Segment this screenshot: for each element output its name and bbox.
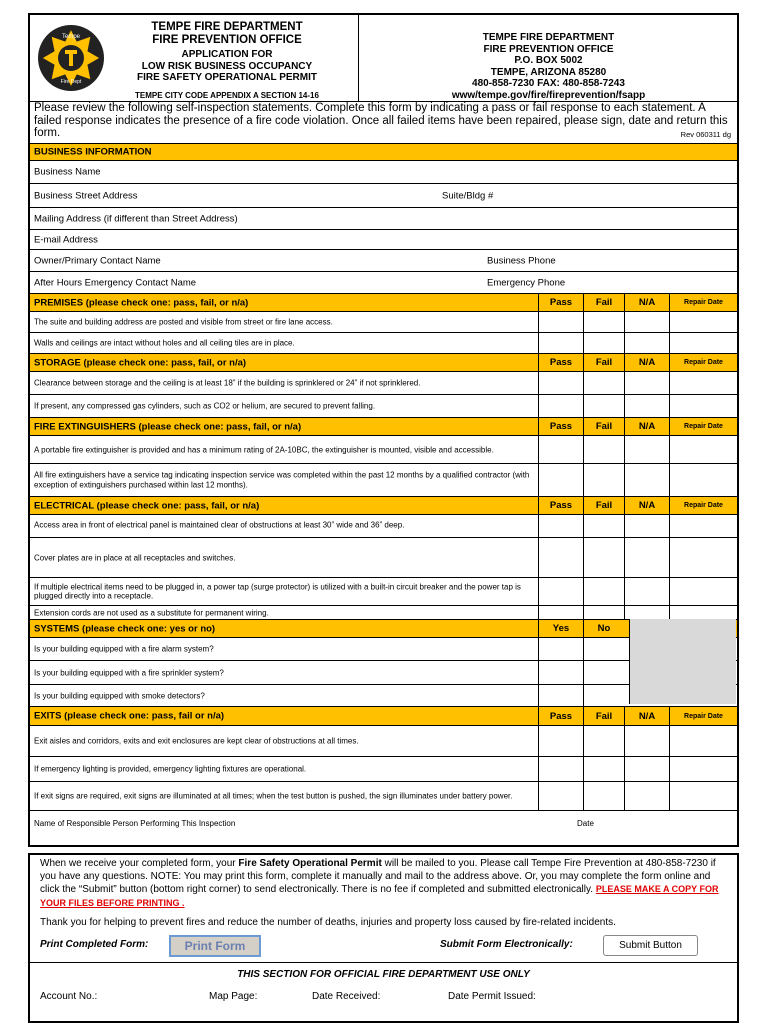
na-box[interactable]: [624, 606, 669, 619]
header-sub-line: APPLICATION FOR: [181, 49, 273, 60]
field-label: Mailing Address (if different than Street Address): [34, 213, 238, 224]
item-text: If multiple electrical items need to be plugged in, a power tap (surge protector) is utilized with a built-in circuit breaker and the power tap is plugged directly into a receptacle.: [34, 582, 521, 601]
repair-date-box[interactable]: [669, 606, 737, 619]
fail-box[interactable]: [583, 312, 624, 332]
fail-box[interactable]: [583, 372, 624, 394]
inspection-form: [28, 13, 739, 847]
header-divider: [358, 15, 359, 101]
unused-grey-area: [629, 619, 736, 704]
fail-box[interactable]: [583, 726, 624, 756]
fail-box[interactable]: [583, 606, 624, 619]
address-line: P.O. BOX 5002: [514, 55, 583, 66]
item-text: Walls and ceilings are intact without holes and all ceiling tiles are in place.: [34, 338, 295, 348]
address-line: www/tempe.gov/fire/fireprevention/fsapp: [451, 89, 646, 101]
item-text: If present, any compressed gas cylinders, such as CO2 or helium, are secured to prevent falling.: [34, 401, 376, 411]
yes-box[interactable]: [538, 638, 583, 660]
col-repair-label: Repair Date: [684, 423, 723, 430]
repair-date-box[interactable]: [669, 333, 737, 353]
na-box[interactable]: [624, 436, 669, 463]
col-repair: [669, 707, 737, 725]
no-box[interactable]: [583, 638, 624, 660]
na-box[interactable]: [624, 312, 669, 332]
col-fail: Fail: [583, 497, 624, 514]
submit-button[interactable]: Submit Button: [603, 935, 698, 956]
na-box[interactable]: [624, 757, 669, 781]
na-box[interactable]: [624, 395, 669, 417]
col-na: N/A: [624, 354, 669, 371]
pass-box[interactable]: [538, 726, 583, 756]
instructions-b: will be mailed to you. Please call Tempe Fire Prevention at 480-858-7230 if you have any questions. NOTE: You may print this form, complete it manually and mail to the address above. Or, you may complete the form online and click the “Submit” button (bottom right corner) to send electronically. There is no fee if completed and submitted electronically.: [40, 858, 716, 895]
after-hours-field[interactable]: [30, 272, 737, 294]
checklist-row: [30, 538, 737, 578]
field-label: After Hours Emergency Contact Name: [34, 277, 197, 288]
item-text: Clearance between storage and the ceiling is at least 18” if the building is sprinklered or 24” if not sprinklered.: [34, 378, 421, 388]
pass-box[interactable]: [538, 757, 583, 781]
col-repair: [669, 497, 737, 514]
section-premises: [30, 294, 737, 312]
item-text: Is your building equipped with smoke detectors?: [34, 690, 205, 700]
header-sub-line: FIRE SAFETY OPERATIONAL PERMIT: [136, 72, 317, 83]
col-pass: Pass: [538, 707, 583, 725]
print-form-button[interactable]: Print Form: [169, 935, 261, 957]
item-text: Is your building equipped with a fire alarm system?: [34, 644, 214, 654]
col-repair-label: Repair Date: [684, 502, 723, 509]
col-na: N/A: [624, 497, 669, 514]
repair-date-box[interactable]: [669, 395, 737, 417]
repair-date-box[interactable]: [669, 757, 737, 781]
fail-box[interactable]: [583, 757, 624, 781]
fail-box[interactable]: [583, 464, 624, 496]
section-title: EXITS (please check one: pass, fail or n/a): [34, 710, 225, 722]
logo-text-top: Tempe: [61, 34, 81, 40]
col-pass: Pass: [538, 294, 583, 311]
na-box[interactable]: [624, 515, 669, 537]
header-address-block: [360, 32, 737, 101]
repair-date-box[interactable]: [669, 538, 737, 577]
fail-box[interactable]: [583, 436, 624, 463]
section-title: STORAGE (please check one: pass, fail, or n/a): [34, 357, 247, 368]
col-repair-label: Repair Date: [684, 299, 723, 306]
map-page-label: Map Page:: [209, 991, 258, 1002]
section-storage: [30, 354, 737, 372]
checklist-row: [30, 515, 737, 538]
pass-box[interactable]: [538, 312, 583, 332]
submission-panel: [28, 853, 739, 1023]
address-line: 480-858-7230 FAX: 480-858-7243: [472, 78, 625, 89]
pass-box[interactable]: [538, 782, 583, 810]
col-repair: [669, 354, 737, 371]
pass-box[interactable]: [538, 372, 583, 394]
item-text: Access area in front of electrical panel is maintained clear of obstructions at least 30” wide and 36” deep.: [34, 520, 405, 530]
col-na: N/A: [624, 418, 669, 435]
fail-box[interactable]: [583, 395, 624, 417]
col-repair-label: Repair Date: [684, 359, 723, 366]
signature-label: Name of Responsible Person Performing This Inspection: [34, 819, 236, 828]
checklist-row: [30, 726, 737, 757]
header-title-line: FIRE PREVENTION OFFICE: [152, 33, 302, 46]
account-label: Account No.:: [40, 991, 98, 1002]
repair-date-box[interactable]: [669, 464, 737, 496]
item-text: If exit signs are required, exit signs are illuminated at all times; when the test button is pushed, the sign illuminates under battery power.: [34, 791, 513, 801]
col-repair: [669, 418, 737, 435]
checklist-row: [30, 606, 737, 620]
item-text: Exit aisles and corridors, exits and exit enclosures are kept clear of obstructions at all times.: [34, 736, 359, 746]
fail-box[interactable]: [583, 578, 624, 605]
yes-box[interactable]: [538, 661, 583, 684]
divider: [30, 962, 737, 963]
no-box[interactable]: [583, 661, 624, 684]
fail-box[interactable]: [583, 538, 624, 577]
field-label: Business Name: [34, 166, 101, 178]
section-exits: [30, 707, 737, 726]
item-text: The suite and building address are posted and visible from street or fire lane access.: [34, 317, 333, 327]
repair-date-box[interactable]: [669, 782, 737, 810]
checklist-row: [30, 312, 737, 333]
pass-box[interactable]: [538, 515, 583, 537]
date-received-label: Date Received:: [312, 991, 381, 1002]
col-pass: Pass: [538, 497, 583, 514]
section-title: SYSTEMS (please check one: yes or no): [34, 623, 216, 634]
checklist-row: [30, 464, 737, 497]
pass-box[interactable]: [538, 436, 583, 463]
checklist-row: [30, 436, 737, 464]
field-label: Owner/Primary Contact Name: [34, 255, 161, 266]
pass-box[interactable]: [538, 606, 583, 619]
form-header: [30, 15, 737, 102]
no-box[interactable]: [583, 685, 624, 706]
section-title: PREMISES (please check one: pass, fail, or n/a): [34, 297, 249, 308]
instructions-paragraph: [40, 858, 728, 910]
section-title: ELECTRICAL (please check one: pass, fail, or n/a): [34, 500, 260, 511]
suite-label: Suite/Bldg #: [442, 190, 494, 201]
col-repair: [669, 294, 737, 311]
repair-date-box[interactable]: [669, 726, 737, 756]
fail-box[interactable]: [583, 333, 624, 353]
address-line: FIRE PREVENTION OFFICE: [483, 43, 614, 55]
permit-name: Fire Safety Operational Permit: [238, 858, 382, 869]
yes-box[interactable]: [538, 685, 583, 706]
item-text: All fire extinguishers have a service tag indicating inspection service was completed within the past 12 months by a qualified contractor (with exception of extinguishers purchased within last 12 months).: [34, 470, 530, 489]
checklist-row: [30, 757, 737, 782]
date-issued-label: Date Permit Issued:: [448, 991, 536, 1002]
item-text: Cover plates are in place at all receptacles and switches.: [34, 552, 236, 562]
repair-date-box[interactable]: [669, 436, 737, 463]
print-label: Print Completed Form:: [40, 939, 149, 950]
pass-box[interactable]: [538, 464, 583, 496]
pass-box[interactable]: [538, 538, 583, 577]
col-fail: Fail: [583, 354, 624, 371]
na-box[interactable]: [624, 726, 669, 756]
header-title-block: [104, 21, 350, 100]
header-sub-line: LOW RISK BUSINESS OCCUPANCY: [141, 60, 313, 72]
section-title: FIRE EXTINGUISHERS (please check one: pass, fail, or n/a): [34, 421, 302, 432]
date-label: Date: [577, 819, 594, 828]
section-business: [30, 143, 737, 161]
email-field[interactable]: [30, 230, 737, 250]
col-pass: Pass: [538, 354, 583, 371]
address-line: TEMPE FIRE DEPARTMENT: [482, 32, 615, 43]
col-no: No: [583, 620, 624, 637]
instructions-a: When we receive your completed form, your: [40, 858, 239, 869]
na-box[interactable]: [624, 538, 669, 577]
pass-box[interactable]: [538, 333, 583, 353]
col-na: N/A: [624, 707, 669, 725]
checklist-row: [30, 372, 737, 395]
pass-box[interactable]: [538, 395, 583, 417]
field-label: E-mail Address: [34, 234, 98, 245]
submit-label: Submit Form Electronically:: [440, 939, 573, 950]
col-na: N/A: [624, 294, 669, 311]
repair-date-box[interactable]: [669, 372, 737, 394]
na-box[interactable]: [624, 333, 669, 353]
col-pass: Pass: [538, 418, 583, 435]
checklist-row: [30, 333, 737, 354]
fire-department-logo: [36, 23, 106, 93]
item-text: Is your building equipped with a fire sprinkler system?: [34, 667, 224, 677]
checklist-row: [30, 395, 737, 418]
col-fail: Fail: [583, 294, 624, 311]
intro-text: Please review the following self-inspection statements. Complete this form by indicating a pass or fail response to each statement. A failed response indicates the presence of a fire code violation. Once all failed items have been repaired, please sign, date and return this form.: [34, 102, 728, 139]
business-name-field[interactable]: [30, 161, 737, 184]
na-box[interactable]: [624, 782, 669, 810]
item-text: A portable fire extinguisher is provided and has a minimum rating of 2A-10BC, the extinguisher is mounted, visible and accessible.: [34, 444, 494, 454]
repair-date-box[interactable]: [669, 312, 737, 332]
pass-box[interactable]: [538, 578, 583, 605]
na-box[interactable]: [624, 464, 669, 496]
logo-text-bottom: Fire Dept: [60, 79, 82, 85]
thank-you-text: Thank you for helping to prevent fires and reduce the number of deaths, injuries and property loss caused by fire-related incidents.: [40, 917, 616, 928]
section-extinguishers: [30, 418, 737, 436]
field-label: Business Street Address: [34, 190, 138, 201]
item-text: If emergency lighting is provided, emergency lighting fixtures are operational.: [34, 764, 307, 774]
col-yes: Yes: [538, 620, 583, 637]
na-box[interactable]: [624, 578, 669, 605]
signature-row[interactable]: [30, 811, 737, 847]
copy-warning: PLEASE MAKE A COPY FOR YOUR FILES BEFORE PRINTING .: [40, 884, 719, 908]
fail-box[interactable]: [583, 515, 624, 537]
revision: Rev 060311 dg: [680, 130, 731, 139]
fail-box[interactable]: [583, 782, 624, 810]
emergency-phone-label: Emergency Phone: [487, 277, 566, 288]
header-title-line: TEMPE FIRE DEPARTMENT: [151, 21, 303, 33]
address-line: TEMPE, ARIZONA 85280: [490, 66, 607, 78]
col-repair-label: Repair Date: [684, 712, 723, 720]
item-text: Extension cords are not used as a substitute for permanent wiring.: [34, 607, 269, 617]
business-phone-label: Business Phone: [487, 255, 556, 266]
repair-date-box[interactable]: [669, 578, 737, 605]
city-code: TEMPE CITY CODE APPENDIX A SECTION 14-16: [135, 90, 319, 100]
col-fail: Fail: [583, 707, 624, 725]
checklist-row: [30, 782, 737, 811]
owner-field[interactable]: [30, 250, 737, 272]
na-box[interactable]: [624, 372, 669, 394]
mailing-address-field[interactable]: [30, 208, 737, 230]
repair-date-box[interactable]: [669, 515, 737, 537]
official-use-heading: THIS SECTION FOR OFFICIAL FIRE DEPARTMENT USE ONLY: [237, 969, 530, 980]
section-electrical: [30, 497, 737, 515]
col-fail: Fail: [583, 418, 624, 435]
checklist-row: [30, 578, 737, 606]
section-title: BUSINESS INFORMATION: [34, 146, 152, 158]
street-address-field[interactable]: [30, 184, 737, 208]
